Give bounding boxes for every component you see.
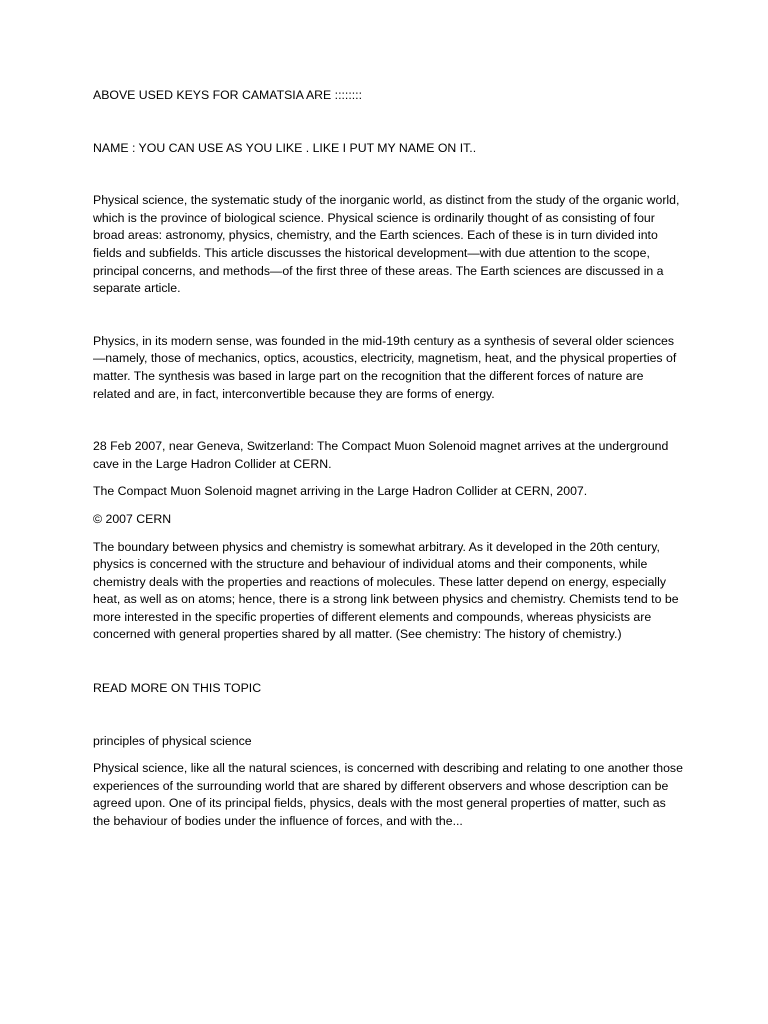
name-line: NAME : YOU CAN USE AS YOU LIKE . LIKE I PUT MY NAME ON IT.. (93, 140, 477, 155)
related-article-title: principles of physical science (93, 733, 252, 748)
related-article-excerpt: Physical science, like all the natural sciences, is concerned with describing and relating to one another those experiences of the surrounding world that are shared by different observers and whose description can be agreed upon. One of its principal fields, physics, deals with the most general properties of matter, such as the behaviour of bodies under the influence of forces, and with the... (93, 761, 683, 829)
read-more-heading: READ MORE ON THIS TOPIC (93, 681, 262, 696)
physics-paragraph: Physics, in its modern sense, was founded in the mid-19th century as a synthesis of several older sciences—namely, those of mechanics, optics, acoustics, electricity, magnetism, heat, and the physical properties of matter. The synthesis was based in large part on the recognition that the different forces of nature are related and are, in fact, interconvertible because they are forms of energy. (93, 333, 677, 401)
photo-description: The Compact Muon Solenoid magnet arriving in the Large Hadron Collider at CERN, 2007. (93, 484, 588, 499)
boundary-paragraph: The boundary between physics and chemistry is somewhat arbitrary. As it developed in the 20th century, physics is concerned with the structure and behaviour of individual atoms and their components, while chemistry deals with the properties and reactions of molecules. These latter depend on energy, especially heat, as well as on atoms; hence, there is a strong link between physics and chemistry. Chemists tend to be more interested in the specific properties of different elements and compounds, whereas physicists are concerned with general properties shared by all matter. (See chemistry: The history of chemistry.) (93, 539, 679, 642)
intro-paragraph: Physical science, the systematic study of the inorganic world, as distinct from the study of the organic world, which is the province of biological science. Physical science is ordinarily thought of as consisting of four broad areas: astronomy, physics, chemistry, and the Earth sciences. Each of these is in turn divided into fields and subfields. This article discusses the historical development—with due attention to the scope, principal concerns, and methods—of the first three of these areas. The Earth sciences are discussed in a separate article. (93, 193, 680, 296)
photo-caption: 28 Feb 2007, near Geneva, Switzerland: The Compact Muon Solenoid magnet arrives at the underground cave in the Large Hadron Collider at CERN. (93, 439, 669, 471)
copyright-line: © 2007 CERN (93, 511, 172, 526)
document-page (93, 87, 683, 831)
keys-heading: ABOVE USED KEYS FOR CAMATSIA ARE :::::::: (93, 88, 363, 102)
